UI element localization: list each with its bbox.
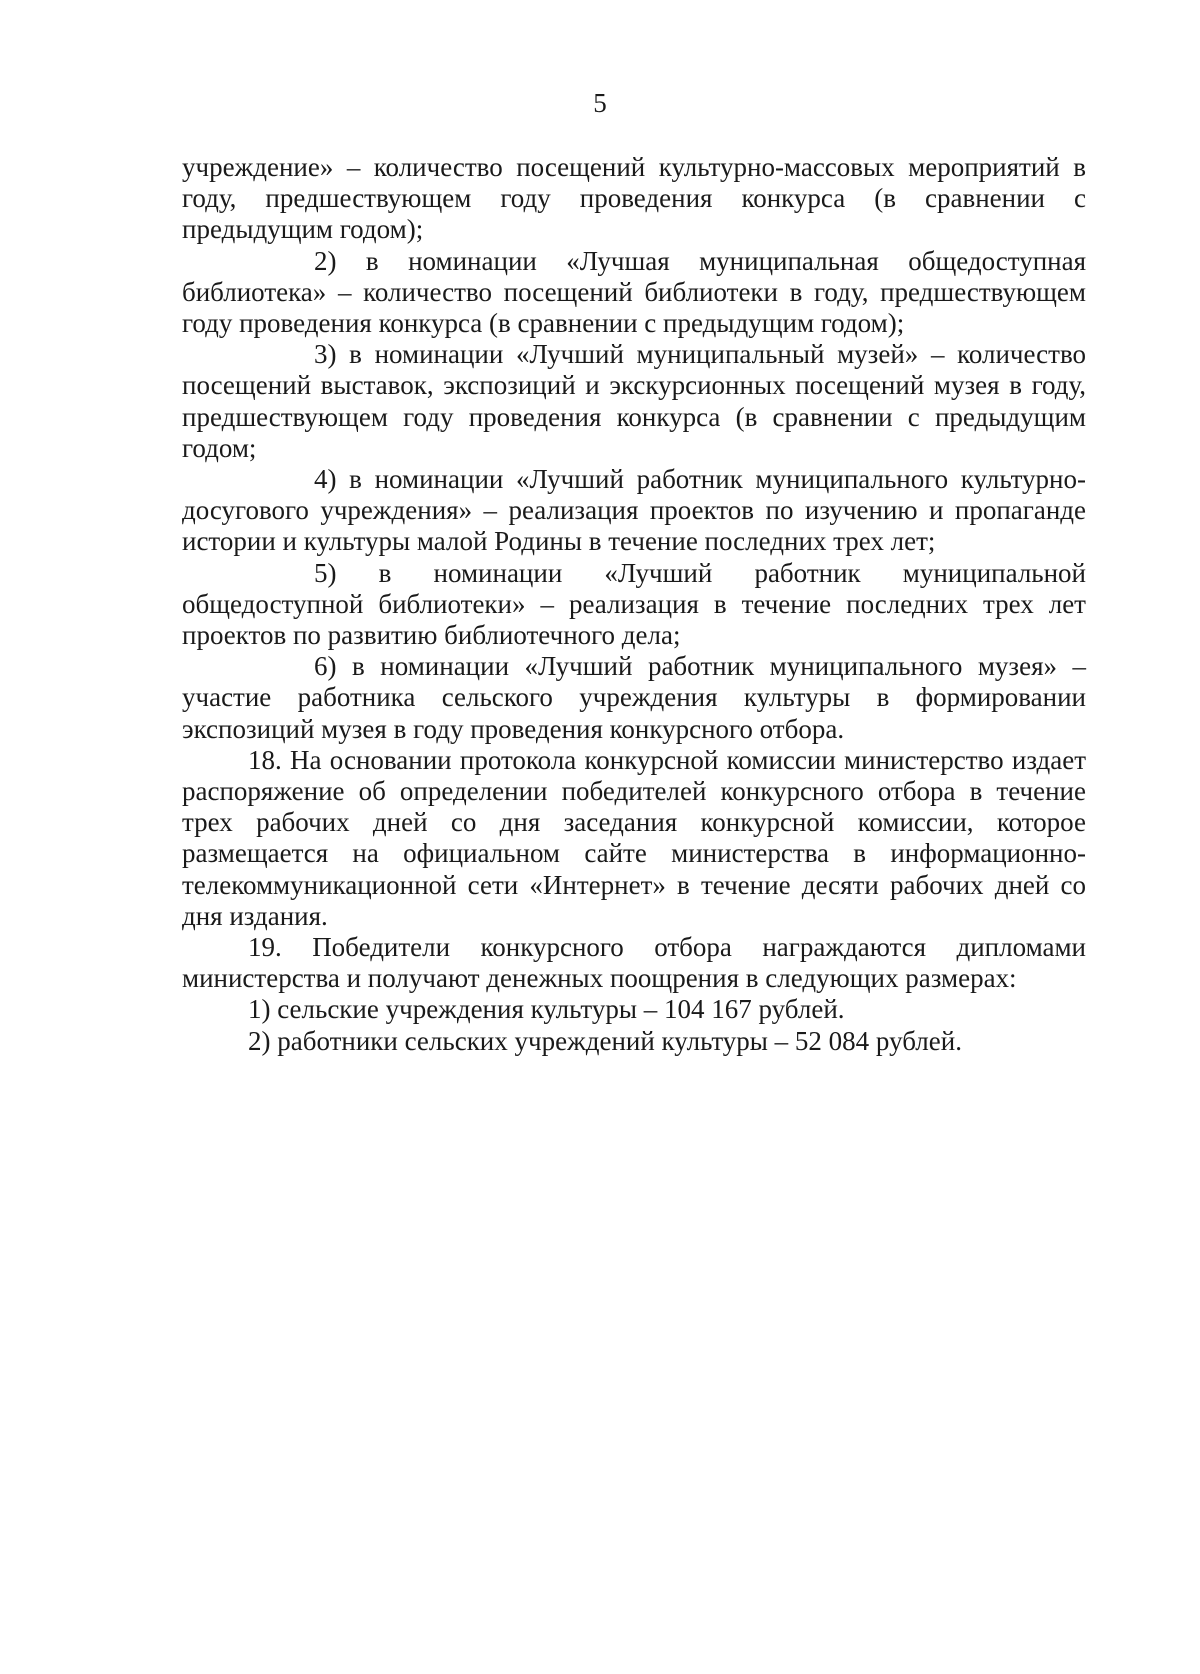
list-marker: 2) <box>314 245 337 276</box>
list-marker: 3) <box>314 339 337 370</box>
document-body <box>182 152 1086 1057</box>
list-item-5 <box>182 558 1086 652</box>
award-item-1: 1) сельские учреждения культуры – 104 167 рублей. <box>248 994 845 1025</box>
list-item-2 <box>182 246 1086 340</box>
list-item-text: в номинации «Лучший работник муниципального культурно-досугового учреждения» – реализация проектов по изучению и пропаганде истории и культуры малой Родины в течение последних трех лет; <box>182 464 1086 557</box>
paragraph-19: 19. Победители конкурсного отбора награждаются дипломами министерства и получают денежных поощрения в следующих размерах: <box>182 932 1086 994</box>
list-item-text: в номинации «Лучший работник муниципальной общедоступной библиотеки» – реализация в течение последних трех лет проектов по развитию библиотечного дела; <box>182 557 1087 651</box>
award-item-2: 2) работники сельских учреждений культуры – 52 084 рублей. <box>248 1025 962 1056</box>
list-item-text: в номинации «Лучшая муниципальная общедоступная библиотека» – количество посещений библиотеки в году, предшествующем году проведения конкурса (в сравнении с предыдущим годом); <box>182 245 1086 339</box>
paragraph-continuation: учреждение» – количество посещений культурно-массовых мероприятий в году, предшествующем году проведения конкурса (в сравнении с предыдущим годом); <box>182 152 1086 245</box>
list-marker: 6) <box>314 651 337 682</box>
paragraph-18: 18. На основании протокола конкурсной комиссии министерство издает распоряжение об определении победителей конкурсного отбора в течение трех рабочих дней со дня заседания конкурсной комиссии, которое размещается на официальном сайте министерства в информационно-телекоммуникационной сети «Интернет» в течение десяти рабочих дней со дня издания. <box>182 744 1086 931</box>
page-number: 5 <box>593 88 607 118</box>
list-item-text: в номинации «Лучший муниципальный музей» – количество посещений выставок, экспозиций и экскурсионных посещений музея в году, предшествующем году проведения конкурса (в сравнении с предыдущим годом; <box>182 339 1087 463</box>
list-item-6 <box>182 651 1086 745</box>
list-item-4 <box>182 464 1086 558</box>
list-item-3 <box>182 339 1086 464</box>
list-marker: 4) <box>314 464 337 495</box>
list-item-text: в номинации «Лучший работник муниципального музея» – участие работника сельского учреждения культуры в формировании экспозиций музея в году проведения конкурсного отбора. <box>182 651 1087 744</box>
list-marker: 5) <box>314 557 337 588</box>
